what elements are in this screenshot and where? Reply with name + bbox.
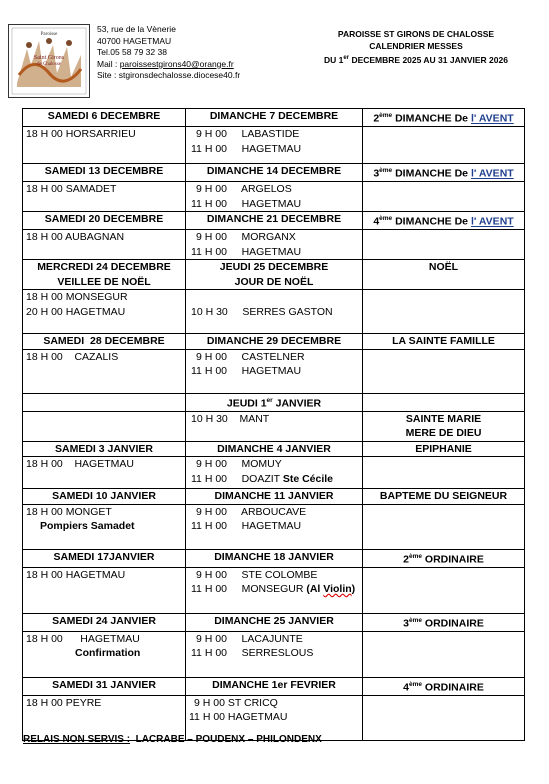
mass-entry: 11 H 00 HAGETMAU bbox=[191, 520, 302, 532]
feast-cell bbox=[363, 182, 525, 212]
feast-line: MERE DE DIEU bbox=[405, 427, 482, 439]
feast-sup: ème bbox=[379, 112, 393, 119]
feast-sup: ème bbox=[379, 215, 393, 222]
feast-header: BAPTEME DU SEIGNEUR bbox=[363, 489, 525, 505]
sunday-header: DIMANCHE 18 JANVIER bbox=[186, 549, 363, 567]
sunday-header: DIMANCHE 29 DECEMBRE bbox=[186, 334, 363, 350]
feast-cell bbox=[363, 695, 525, 740]
table-row bbox=[23, 349, 525, 393]
saturday-masses bbox=[23, 411, 186, 441]
sunday-masses bbox=[186, 290, 363, 334]
sunday-header bbox=[186, 393, 363, 411]
feast-number: 3 bbox=[403, 617, 409, 629]
feast-text: DIMANCHE De bbox=[392, 167, 471, 180]
mass-note: Ste Cécile bbox=[282, 472, 334, 485]
mass-entry: 9 H 00 ARBOUCAVE bbox=[196, 505, 307, 518]
mass-note: Pompiers Samadet bbox=[40, 520, 135, 532]
feast-header bbox=[363, 109, 525, 127]
title-parish: PAROISSE ST GIRONS DE CHALOSSE bbox=[337, 29, 495, 39]
mass-entry: 18 H 00 HAGETMAU bbox=[26, 632, 140, 645]
parish-contact bbox=[97, 24, 240, 82]
saturday-header: SAMEDI 24 JANVIER bbox=[23, 613, 186, 631]
mass-entry bbox=[191, 582, 359, 597]
table-row bbox=[23, 489, 525, 505]
sunday-header: DIMANCHE 7 DECEMBRE bbox=[186, 109, 363, 127]
table-row bbox=[23, 393, 525, 411]
sunday-masses bbox=[186, 411, 363, 441]
title-dates-a: DU 1 bbox=[324, 54, 344, 65]
saturday-masses bbox=[23, 457, 186, 489]
christmas-eve-header bbox=[23, 260, 186, 290]
mass-entry: 9 H 00 MOMUY bbox=[196, 458, 282, 470]
feast-sup: ème bbox=[408, 680, 422, 688]
table-row bbox=[23, 567, 525, 613]
table-row bbox=[23, 411, 525, 441]
phone-number: Tel.05 58 79 32 38 bbox=[97, 47, 167, 58]
saturday-masses bbox=[23, 182, 186, 212]
header-line: VEILLEE DE NOËL bbox=[57, 275, 151, 288]
parish-logo-art bbox=[9, 25, 89, 97]
title-dates-sup: er bbox=[343, 55, 350, 61]
sunday-masses bbox=[186, 631, 363, 677]
mass-entry: 20 H 00 HAGETMAU bbox=[26, 305, 126, 318]
mass-entry: 18 H 00 HAGETMAU bbox=[26, 568, 126, 581]
mass-entry: 11 H 00 HAGETMAU bbox=[191, 365, 302, 377]
header-line: MERCREDI 24 DECEMBRE bbox=[37, 261, 171, 273]
feast-header bbox=[363, 164, 525, 182]
mass-entry: 11 H 00 HAGETMAU bbox=[189, 711, 288, 723]
mass-entry: 18 H 00 MONGET bbox=[26, 505, 112, 518]
website-line[interactable]: Site : stgironsdechalosse.diocese40.fr bbox=[97, 70, 241, 81]
mass-entry: 18 H 00 SAMADET bbox=[26, 183, 117, 195]
feast-cell bbox=[363, 230, 525, 260]
address-line-1: 53, rue de la Vènerie bbox=[97, 24, 176, 34]
mass-entry: 9 H 00 ST CRICQ bbox=[194, 696, 278, 709]
mass-calendar-table bbox=[22, 108, 525, 741]
feast-line: SAINTE MARIE bbox=[405, 412, 482, 425]
logo-text-1: Paroisse bbox=[40, 32, 58, 37]
saturday-masses bbox=[23, 290, 186, 334]
feast-header bbox=[363, 549, 525, 567]
mass-entry: 18 H 00 PEYRE bbox=[26, 696, 102, 709]
table-row bbox=[23, 182, 525, 212]
mass-time-place: 11 H 00 MONSEGUR bbox=[191, 583, 307, 595]
logo-text-2: Saint Girons bbox=[33, 55, 65, 61]
sunday-header: DIMANCHE 25 JANVIER bbox=[186, 613, 363, 631]
feast-header: EPIPHANIE bbox=[363, 441, 525, 457]
mass-entry: 11 H 00 HAGETMAU bbox=[191, 197, 302, 210]
feast-cell bbox=[363, 349, 525, 393]
feast-link[interactable]: l' AVENT bbox=[470, 215, 514, 228]
footer-text: LACRABE – POUDENX – PHILONDENX bbox=[130, 734, 322, 745]
mass-entry: 9 H 00 ARGELOS bbox=[196, 183, 292, 195]
mass-entry: 11 H 00 HAGETMAU bbox=[191, 245, 302, 258]
saturday-header bbox=[23, 393, 186, 411]
address-line-2: 40700 HAGETMAU bbox=[97, 35, 172, 46]
feast-header bbox=[363, 393, 525, 411]
saturday-header: SAMEDI 28 DECEMBRE bbox=[23, 334, 186, 350]
saturday-header: SAMEDI 6 DECEMBRE bbox=[23, 109, 186, 127]
feast-cell bbox=[363, 457, 525, 489]
header-line: JEUDI 25 DECEMBRE bbox=[219, 261, 329, 273]
table-row bbox=[23, 212, 525, 230]
table-row bbox=[23, 549, 525, 567]
feast-number: 2 bbox=[373, 112, 380, 125]
feast-header bbox=[363, 677, 525, 695]
feast-cell bbox=[363, 631, 525, 677]
footer-label: RELAIS NON SERVIS : bbox=[23, 734, 131, 745]
sunday-header: DIMANCHE 11 JANVIER bbox=[186, 489, 363, 505]
table-row bbox=[23, 260, 525, 290]
mass-entry: 10 H 30 SERRES GASTON bbox=[191, 305, 333, 318]
footer-note bbox=[23, 734, 322, 745]
mass-entry: 9 H 00 LABASTIDE bbox=[196, 128, 300, 140]
mass-entry: 18 H 00 HAGETMAU bbox=[26, 458, 134, 470]
email-label: Mail : bbox=[97, 58, 118, 69]
sunday-masses bbox=[186, 127, 363, 164]
sunday-masses bbox=[186, 567, 363, 613]
sunday-header: DIMANCHE 1er FEVRIER bbox=[186, 677, 363, 695]
table-row bbox=[23, 334, 525, 350]
sunday-header: DIMANCHE 14 DECEMBRE bbox=[186, 164, 363, 182]
table-row bbox=[23, 127, 525, 164]
feast-cell bbox=[363, 290, 525, 334]
mass-time-place: 11 H 00 DOAZIT bbox=[191, 472, 283, 485]
saturday-masses bbox=[23, 230, 186, 260]
table-row bbox=[23, 290, 525, 334]
table-row bbox=[23, 441, 525, 457]
mass-note: Violin bbox=[323, 583, 352, 595]
sunday-masses bbox=[186, 230, 363, 260]
feast-text: ORDINAIRE bbox=[422, 617, 484, 629]
mass-entry: 18 H 00 MONSEGUR bbox=[26, 291, 128, 303]
saturday-masses bbox=[23, 127, 186, 164]
feast-text: DIMANCHE De bbox=[392, 112, 471, 125]
feast-link[interactable]: l' AVENT bbox=[470, 167, 514, 180]
email-line bbox=[97, 59, 240, 71]
table-row bbox=[23, 457, 525, 489]
mass-note: Confirmation bbox=[75, 647, 141, 659]
feast-cell bbox=[363, 411, 525, 441]
saturday-header: SAMEDI 13 DECEMBRE bbox=[23, 164, 186, 182]
sunday-masses bbox=[186, 504, 363, 549]
mass-entry: 9 H 00 LACAJUNTE bbox=[196, 632, 303, 645]
table-row bbox=[23, 631, 525, 677]
feast-header bbox=[363, 613, 525, 631]
sunday-header: DIMANCHE 4 JANVIER bbox=[186, 441, 363, 457]
table-row bbox=[23, 504, 525, 549]
saturday-header: SAMEDI 3 JANVIER bbox=[23, 441, 186, 457]
mass-entry: 10 H 30 MANT bbox=[191, 412, 270, 425]
feast-cell bbox=[363, 567, 525, 613]
mass-entry bbox=[191, 472, 359, 487]
table-row bbox=[23, 109, 525, 127]
feast-text: ORDINAIRE bbox=[422, 681, 484, 693]
mass-note: (Al bbox=[306, 583, 324, 595]
feast-text: DIMANCHE De bbox=[392, 215, 471, 228]
table-row bbox=[23, 613, 525, 631]
saturday-header: SAMEDI 10 JANVIER bbox=[23, 489, 186, 505]
header-a: JEUDI 1 bbox=[226, 397, 267, 409]
title-calendar: CALENDRIER MESSES bbox=[369, 41, 463, 51]
parish-logo bbox=[8, 24, 90, 98]
title-dates-b: DECEMBRE 2025 AU 31 JANVIER 2026 bbox=[349, 54, 508, 65]
title-dates bbox=[316, 52, 516, 66]
mass-entry: 9 H 00 STE COLOMBE bbox=[196, 568, 318, 581]
feast-sup: ème bbox=[408, 552, 422, 560]
sunday-header: DIMANCHE 21 DECEMBRE bbox=[186, 212, 363, 230]
mass-note: ) bbox=[351, 583, 356, 595]
feast-number: 4 bbox=[373, 215, 380, 228]
feast-sup: ème bbox=[408, 616, 422, 624]
saturday-masses bbox=[23, 631, 186, 677]
mass-entry: 9 H 00 CASTELNER bbox=[196, 350, 305, 363]
sunday-masses bbox=[186, 182, 363, 212]
christmas-day-header bbox=[186, 260, 363, 290]
feast-sup: ème bbox=[379, 167, 393, 174]
feast-cell bbox=[363, 504, 525, 549]
mass-entry: 11 H 00 HAGETMAU bbox=[191, 142, 302, 155]
saturday-header: SAMEDI 31 JANVIER bbox=[23, 677, 186, 695]
saturday-masses bbox=[23, 349, 186, 393]
document-title bbox=[316, 28, 516, 66]
feast-text: ORDINAIRE bbox=[422, 553, 484, 565]
saturday-masses bbox=[23, 567, 186, 613]
table-row bbox=[23, 164, 525, 182]
saturday-header: SAMEDI 20 DECEMBRE bbox=[23, 212, 186, 230]
header-sup: er bbox=[266, 396, 273, 404]
feast-number: 4 bbox=[403, 681, 409, 693]
header-b: JANVIER bbox=[272, 397, 322, 409]
feast-number: 3 bbox=[373, 167, 380, 180]
header-line: JOUR DE NOËL bbox=[234, 275, 314, 288]
mass-entry: 18 H 00 CAZALIS bbox=[26, 350, 119, 363]
feast-header bbox=[363, 212, 525, 230]
sunday-masses bbox=[186, 349, 363, 393]
mass-entry: 9 H 00 MORGANX bbox=[196, 231, 296, 243]
feast-header: LA SAINTE FAMILLE bbox=[363, 334, 525, 350]
logo-text-3: de Chalosse bbox=[36, 62, 62, 67]
mass-entry: 18 H 00 HORSARRIEU bbox=[26, 128, 136, 140]
sunday-masses bbox=[186, 457, 363, 489]
feast-link[interactable]: l' AVENT bbox=[470, 112, 514, 125]
feast-cell bbox=[363, 127, 525, 164]
feast-number: 2 bbox=[403, 553, 409, 565]
mass-entry: 18 H 00 AUBAGNAN bbox=[26, 231, 125, 243]
saturday-masses bbox=[23, 504, 186, 549]
table-row bbox=[23, 677, 525, 695]
saturday-header: SAMEDI 17JANVIER bbox=[23, 549, 186, 567]
feast-header: NOËL bbox=[363, 260, 525, 290]
mass-entry: 11 H 00 SERRESLOUS bbox=[191, 647, 314, 659]
email-link[interactable]: paroissestgirons40@orange.fr bbox=[119, 58, 234, 69]
table-row bbox=[23, 230, 525, 260]
